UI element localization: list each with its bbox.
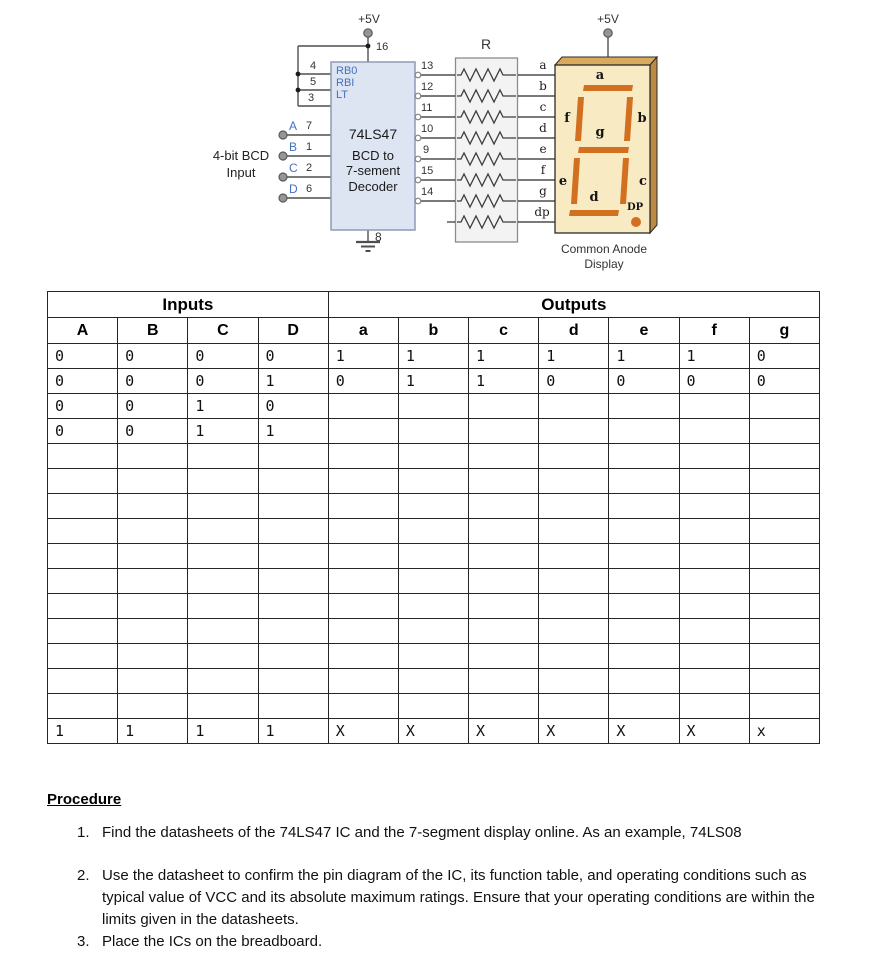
table-cell: 1 bbox=[188, 719, 258, 744]
table-cell bbox=[398, 669, 468, 694]
table-cell bbox=[469, 494, 539, 519]
table-cell bbox=[539, 644, 609, 669]
table-cell: 0 bbox=[188, 369, 258, 394]
table-cell bbox=[679, 594, 749, 619]
segment-d bbox=[569, 210, 619, 216]
table-cell: 1 bbox=[679, 344, 749, 369]
table-cell bbox=[48, 669, 118, 694]
table-cell: X bbox=[679, 719, 749, 744]
table-cell bbox=[469, 694, 539, 719]
table-cell bbox=[539, 544, 609, 569]
table-cell bbox=[188, 544, 258, 569]
table-column-header: A bbox=[48, 318, 118, 344]
table-cell bbox=[188, 669, 258, 694]
table-cell: 0 bbox=[609, 369, 679, 394]
procedure-item-3-number: 3. bbox=[77, 933, 90, 950]
table-cell bbox=[328, 669, 398, 694]
table-cell bbox=[48, 494, 118, 519]
procedure-item-2 bbox=[47, 865, 822, 931]
table-group-header: Outputs bbox=[328, 292, 819, 318]
table-cell bbox=[609, 619, 679, 644]
table-cell: 0 bbox=[188, 344, 258, 369]
table-cell: 1 bbox=[469, 369, 539, 394]
table-cell bbox=[48, 569, 118, 594]
segment-g bbox=[578, 147, 629, 153]
table-cell bbox=[749, 419, 819, 444]
table-row bbox=[48, 394, 820, 419]
table-cell bbox=[118, 544, 188, 569]
table-cell bbox=[679, 669, 749, 694]
display-dp-label: DP bbox=[627, 202, 644, 213]
table-cell: 0 bbox=[749, 344, 819, 369]
table-cell bbox=[749, 569, 819, 594]
procedure-item-1 bbox=[47, 822, 822, 844]
display-caption-line2: Display bbox=[584, 257, 624, 271]
table-cell bbox=[118, 569, 188, 594]
table-row bbox=[48, 419, 820, 444]
table-cell bbox=[679, 444, 749, 469]
pin-3-label: 3 bbox=[308, 92, 315, 104]
table-cell bbox=[118, 644, 188, 669]
pin-4-label: 4 bbox=[310, 60, 317, 72]
input-b-label: B bbox=[289, 140, 298, 154]
table-column-header: c bbox=[469, 318, 539, 344]
table-cell bbox=[749, 669, 819, 694]
table-row bbox=[48, 569, 820, 594]
table-cell bbox=[258, 594, 328, 619]
wire-f-label: f bbox=[540, 163, 546, 177]
table-row bbox=[48, 494, 820, 519]
table-cell bbox=[609, 444, 679, 469]
table-column-header-row bbox=[48, 318, 820, 344]
table-cell bbox=[609, 694, 679, 719]
table-cell bbox=[398, 569, 468, 594]
table-cell bbox=[749, 444, 819, 469]
table-row bbox=[48, 719, 820, 744]
table-cell bbox=[258, 619, 328, 644]
table-cell bbox=[118, 469, 188, 494]
table-cell bbox=[328, 469, 398, 494]
table-cell bbox=[328, 619, 398, 644]
table-cell: 0 bbox=[118, 419, 188, 444]
table-cell: 1 bbox=[118, 719, 188, 744]
procedure-section bbox=[47, 791, 822, 953]
table-cell bbox=[118, 669, 188, 694]
table-cell bbox=[679, 419, 749, 444]
procedure-item-2-text: Use the datasheet to confirm the pin diagram of the IC, its function table, and operating conditions such as typical value of VCC and its absolute maximum ratings. Ensure that your operating conditions are within the limits given in the datasheets. bbox=[102, 867, 815, 928]
pin-15-label: 15 bbox=[421, 165, 434, 177]
table-cell bbox=[48, 619, 118, 644]
table-cell bbox=[258, 519, 328, 544]
table-cell bbox=[469, 394, 539, 419]
display-seg-g-label: g bbox=[595, 125, 605, 140]
table-cell bbox=[469, 644, 539, 669]
table-cell bbox=[539, 469, 609, 494]
table-cell: 1 bbox=[188, 394, 258, 419]
ic-desc-line1: BCD to bbox=[352, 148, 394, 163]
table-cell: 1 bbox=[398, 344, 468, 369]
table-cell: 0 bbox=[48, 344, 118, 369]
table-cell bbox=[398, 394, 468, 419]
pin-6-label: 6 bbox=[306, 183, 313, 195]
table-cell bbox=[328, 519, 398, 544]
table-cell: 1 bbox=[258, 419, 328, 444]
table-cell bbox=[48, 469, 118, 494]
ic-lt-label: LT bbox=[336, 89, 349, 101]
input-c-label: C bbox=[289, 161, 298, 175]
table-cell bbox=[679, 544, 749, 569]
table-cell bbox=[749, 494, 819, 519]
pin-10-label: 10 bbox=[421, 123, 434, 135]
procedure-item-3-text: Place the ICs on the breadboard. bbox=[102, 933, 323, 950]
ic-output-pins bbox=[415, 72, 421, 204]
table-cell bbox=[328, 494, 398, 519]
table-cell: X bbox=[398, 719, 468, 744]
segment-a bbox=[583, 85, 633, 91]
resistor-network bbox=[456, 58, 518, 242]
table-cell bbox=[398, 694, 468, 719]
table-cell: 0 bbox=[679, 369, 749, 394]
table-cell bbox=[188, 694, 258, 719]
table-cell bbox=[609, 594, 679, 619]
display-seg-e-label: e bbox=[558, 174, 568, 189]
table-row bbox=[48, 519, 820, 544]
wire-b-label: b bbox=[539, 79, 547, 93]
table-cell: 0 bbox=[749, 369, 819, 394]
table-cell: x bbox=[749, 719, 819, 744]
table-cell bbox=[609, 544, 679, 569]
table-cell bbox=[539, 569, 609, 594]
ic-rb0-label: RB0 bbox=[336, 65, 358, 77]
table-cell: 0 bbox=[48, 419, 118, 444]
table-cell bbox=[398, 494, 468, 519]
wire-g-label: g bbox=[539, 184, 547, 198]
table-cell bbox=[258, 469, 328, 494]
table-cell bbox=[539, 594, 609, 619]
wire-dp-label: dp bbox=[534, 205, 550, 219]
table-cell: 1 bbox=[328, 344, 398, 369]
table-cell: 0 bbox=[48, 369, 118, 394]
table-cell bbox=[258, 644, 328, 669]
ic-name-label: 74LS47 bbox=[348, 126, 398, 142]
pin-16-label: 16 bbox=[376, 41, 389, 53]
table-cell bbox=[539, 669, 609, 694]
table-column-header: f bbox=[679, 318, 749, 344]
resistor-network-label: R bbox=[481, 36, 492, 52]
table-cell bbox=[539, 394, 609, 419]
table-cell bbox=[328, 569, 398, 594]
ic-rbi-label: RBI bbox=[336, 77, 355, 89]
table-cell bbox=[679, 494, 749, 519]
table-cell bbox=[258, 569, 328, 594]
table-cell bbox=[188, 469, 258, 494]
table-cell: 0 bbox=[118, 344, 188, 369]
table-cell bbox=[609, 644, 679, 669]
table-cell bbox=[539, 619, 609, 644]
table-cell bbox=[469, 544, 539, 569]
table-row bbox=[48, 344, 820, 369]
table-cell bbox=[679, 469, 749, 494]
ic-desc-line2: 7-sement bbox=[345, 163, 401, 178]
table-cell: 1 bbox=[258, 369, 328, 394]
table-cell bbox=[48, 444, 118, 469]
table-cell: 1 bbox=[609, 344, 679, 369]
wire-a-label: a bbox=[539, 58, 547, 72]
table-cell: 0 bbox=[118, 369, 188, 394]
table-cell bbox=[469, 419, 539, 444]
table-cell bbox=[48, 544, 118, 569]
pin-2-label: 2 bbox=[306, 162, 313, 174]
table-cell bbox=[679, 519, 749, 544]
table-cell bbox=[609, 394, 679, 419]
table-cell: X bbox=[609, 719, 679, 744]
table-cell bbox=[188, 444, 258, 469]
table-cell: 0 bbox=[328, 369, 398, 394]
table-cell: 1 bbox=[188, 419, 258, 444]
table-cell bbox=[258, 494, 328, 519]
table-cell bbox=[398, 444, 468, 469]
table-column-header: B bbox=[118, 318, 188, 344]
table-cell bbox=[749, 394, 819, 419]
table-cell bbox=[258, 444, 328, 469]
table-cell: 1 bbox=[398, 369, 468, 394]
table-cell bbox=[48, 694, 118, 719]
table-column-header: d bbox=[539, 318, 609, 344]
pin-14-label: 14 bbox=[421, 186, 434, 198]
table-cell bbox=[749, 544, 819, 569]
procedure-title: Procedure bbox=[47, 791, 122, 808]
table-cell bbox=[398, 544, 468, 569]
wire-c-label: c bbox=[539, 100, 547, 114]
pin-8-label: 8 bbox=[375, 230, 382, 244]
table-cell bbox=[118, 494, 188, 519]
table-cell bbox=[118, 594, 188, 619]
table-cell bbox=[469, 519, 539, 544]
table-row bbox=[48, 594, 820, 619]
table-group-header: Inputs bbox=[48, 292, 329, 318]
table-column-header: b bbox=[398, 318, 468, 344]
table-cell bbox=[469, 469, 539, 494]
table-column-header: g bbox=[749, 318, 819, 344]
table-cell bbox=[609, 469, 679, 494]
table-cell: 1 bbox=[539, 344, 609, 369]
display-caption-line1: Common Anode bbox=[560, 242, 648, 256]
table-cell: 1 bbox=[258, 719, 328, 744]
display-seg-a-label: a bbox=[595, 68, 605, 83]
vcc-right-label: +5V bbox=[597, 12, 619, 26]
table-cell: X bbox=[469, 719, 539, 744]
table-cell: 0 bbox=[48, 394, 118, 419]
table-cell bbox=[609, 519, 679, 544]
table-cell bbox=[328, 694, 398, 719]
table-cell bbox=[679, 569, 749, 594]
table-cell bbox=[469, 669, 539, 694]
circuit-diagram bbox=[0, 0, 882, 286]
table-cell bbox=[469, 594, 539, 619]
table-cell bbox=[469, 619, 539, 644]
pin-1-label: 1 bbox=[306, 141, 313, 153]
bcd-input-caption-line1: 4-bit BCD bbox=[212, 148, 270, 163]
table-cell bbox=[679, 394, 749, 419]
procedure-item-1-text: Find the datasheets of the 74LS47 IC and the 7-segment display online. As an example, 74LS08 bbox=[102, 824, 742, 841]
wire-d-label: d bbox=[539, 121, 547, 135]
pin-11-label: 11 bbox=[421, 102, 433, 114]
table-cell bbox=[609, 569, 679, 594]
table-cell bbox=[749, 694, 819, 719]
table-cell bbox=[258, 544, 328, 569]
table-cell bbox=[188, 594, 258, 619]
truth-table bbox=[47, 291, 820, 744]
table-cell bbox=[328, 394, 398, 419]
pin-5-label: 5 bbox=[310, 76, 317, 88]
table-column-header: a bbox=[328, 318, 398, 344]
table-cell bbox=[539, 419, 609, 444]
vcc-left-label: +5V bbox=[358, 12, 380, 26]
table-cell bbox=[328, 594, 398, 619]
table-cell: 0 bbox=[258, 394, 328, 419]
pin-12-label: 12 bbox=[421, 81, 434, 93]
table-cell bbox=[48, 644, 118, 669]
table-cell bbox=[118, 444, 188, 469]
vcc-right-terminal-icon bbox=[604, 29, 612, 37]
table-cell: X bbox=[539, 719, 609, 744]
table-cell bbox=[679, 644, 749, 669]
table-cell bbox=[398, 469, 468, 494]
procedure-item-3 bbox=[47, 931, 822, 953]
table-cell: 0 bbox=[258, 344, 328, 369]
display-seg-f-label: f bbox=[564, 111, 570, 126]
table-cell bbox=[539, 494, 609, 519]
table-column-header: D bbox=[258, 318, 328, 344]
display-seg-d-label: d bbox=[589, 190, 599, 205]
table-cell bbox=[469, 569, 539, 594]
input-d-label: D bbox=[289, 182, 298, 196]
table-cell bbox=[749, 644, 819, 669]
table-column-header: e bbox=[609, 318, 679, 344]
procedure-item-2-number: 2. bbox=[77, 867, 90, 884]
display-seg-b-label: b bbox=[637, 111, 647, 126]
table-group-header-row bbox=[48, 292, 820, 318]
table-row bbox=[48, 544, 820, 569]
bcd-input-caption-line2: Input bbox=[226, 165, 256, 180]
table-cell bbox=[469, 444, 539, 469]
wire-e-label: e bbox=[539, 142, 547, 156]
table-cell bbox=[118, 519, 188, 544]
table-cell bbox=[749, 594, 819, 619]
ic-desc-line3: Decoder bbox=[348, 179, 398, 194]
table-cell bbox=[609, 669, 679, 694]
table-cell bbox=[258, 694, 328, 719]
table-row bbox=[48, 644, 820, 669]
table-cell bbox=[398, 619, 468, 644]
table-cell bbox=[539, 444, 609, 469]
table-cell: 0 bbox=[118, 394, 188, 419]
table-cell bbox=[48, 594, 118, 619]
table-cell bbox=[328, 644, 398, 669]
table-column-header: C bbox=[188, 318, 258, 344]
segment-dp-dot bbox=[631, 217, 641, 227]
table-cell bbox=[749, 469, 819, 494]
table-cell: X bbox=[328, 719, 398, 744]
table-cell bbox=[188, 619, 258, 644]
table-cell bbox=[328, 419, 398, 444]
table-cell bbox=[609, 494, 679, 519]
table-cell bbox=[749, 619, 819, 644]
table-row bbox=[48, 444, 820, 469]
table-cell bbox=[679, 619, 749, 644]
table-cell bbox=[679, 694, 749, 719]
table-cell bbox=[188, 569, 258, 594]
vcc-left-terminal-icon bbox=[364, 29, 372, 37]
table-cell bbox=[188, 644, 258, 669]
table-cell bbox=[188, 494, 258, 519]
table-cell bbox=[118, 694, 188, 719]
table-cell: 0 bbox=[539, 369, 609, 394]
table-cell bbox=[609, 419, 679, 444]
table-cell bbox=[118, 619, 188, 644]
input-a-label: A bbox=[289, 119, 298, 133]
table-cell bbox=[398, 594, 468, 619]
procedure-item-1-number: 1. bbox=[77, 824, 90, 841]
table-cell bbox=[188, 519, 258, 544]
table-row bbox=[48, 469, 820, 494]
pin-9-label: 9 bbox=[423, 144, 430, 156]
table-cell bbox=[749, 519, 819, 544]
table-cell bbox=[539, 519, 609, 544]
table-cell: 1 bbox=[469, 344, 539, 369]
table-cell bbox=[398, 419, 468, 444]
table-row bbox=[48, 669, 820, 694]
table-row bbox=[48, 619, 820, 644]
table-cell bbox=[398, 644, 468, 669]
pin-7-label: 7 bbox=[306, 120, 313, 132]
table-row bbox=[48, 694, 820, 719]
table-cell bbox=[48, 519, 118, 544]
pin-13-label: 13 bbox=[421, 60, 434, 72]
table-row bbox=[48, 369, 820, 394]
table-cell bbox=[539, 694, 609, 719]
circuit-wiring-svg bbox=[0, 0, 882, 286]
table-cell bbox=[328, 444, 398, 469]
table-cell: 1 bbox=[48, 719, 118, 744]
display-seg-c-label: c bbox=[639, 174, 647, 189]
table-cell bbox=[258, 669, 328, 694]
table-cell bbox=[398, 519, 468, 544]
table-cell bbox=[328, 544, 398, 569]
